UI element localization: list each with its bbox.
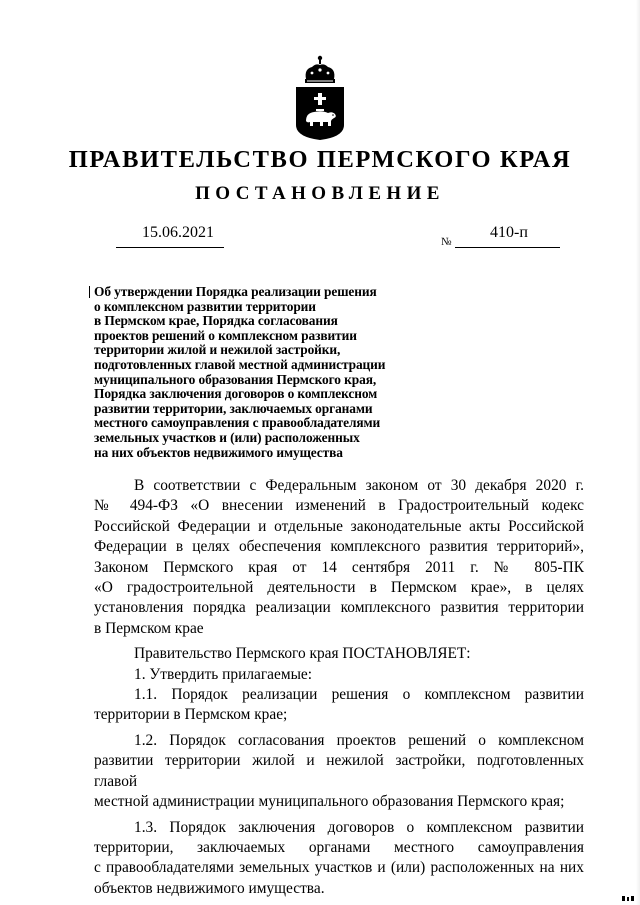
number-underline (455, 247, 560, 248)
government-title: ПРАВИТЕЛЬСТВО ПЕРМСКОГО КРАЯ (68, 146, 572, 173)
item-1-1-line: территории в Пермском крае; (94, 706, 288, 724)
scan-edge-shadow (636, 0, 640, 905)
item-1-3-line: территории, заключаемых органами местного самоуправления (94, 838, 584, 856)
preamble-line: «О градостроительной деятельности в Пермском крае», в целях (94, 579, 584, 597)
document-body (94, 476, 584, 899)
subject-bracket-mark (89, 286, 90, 298)
subject-line: Порядка заключения договоров о комплексном (94, 386, 378, 402)
item-1-2-line: развитии территории жилой и нежилой застройки, подготовленных главой (94, 752, 584, 790)
preamble-line: В соответствии с Федеральным законом от 30 декабря 2020 г. (134, 477, 584, 494)
item-1-1-line: 1.1. Порядок реализации решения о комплексном развитии (134, 686, 584, 704)
item-1-2-line: местной администрации муниципального образования Пермского края; (94, 793, 565, 811)
preamble-line: Российской Федерации и отдельные законодательные акты Российской (94, 517, 584, 535)
subject-line: в Пермском крае, Порядка согласования (94, 313, 338, 329)
subject-line: Об утверждении Порядка реализации решения (94, 284, 377, 299)
item-1: 1. Утвердить прилагаемые: (134, 665, 313, 683)
subject-line: территории жилой и нежилой застройки, (94, 342, 341, 358)
number-sign: № (441, 236, 452, 248)
preamble-line: Законом Пермского края от 14 сентября 2011 г. № 805-ПК (94, 558, 584, 576)
subject-line: местного самоуправления с правообладателями (94, 415, 381, 431)
subject-line: подготовленных главой местной администрации (94, 356, 386, 372)
preamble-line: № 494-ФЗ «О внесении изменений в Градостроительный кодекс (94, 497, 584, 515)
perm-krai-coat-of-arms-icon (292, 55, 348, 141)
document-number: 410-п (490, 224, 528, 241)
document-date: 15.06.2021 (142, 224, 214, 241)
preamble-line: установления порядка реализации комплексного развития территории (94, 599, 584, 617)
document-subject (94, 285, 439, 460)
preamble-line: Федерации в целях обеспечения комплексного развития территорий», (94, 538, 584, 556)
item-1-2-line: 1.2. Порядок согласования проектов решений о комплексном (134, 731, 584, 749)
preamble-line: в Пермском крае (94, 619, 204, 637)
item-1-3-line: объектов недвижимого имущества. (94, 879, 325, 897)
document-type: ПОСТАНОВЛЕНИЕ (195, 183, 445, 204)
resolves-line: Правительство Пермского края ПОСТАНОВЛЯЕТ: (134, 645, 471, 663)
subject-line: о комплексном развитии территории (94, 298, 316, 314)
date-underline (116, 247, 224, 248)
subject-line: проектов решений о комплексном развитии (94, 327, 357, 343)
subject-line: муниципального образования Пермского края, (94, 371, 377, 387)
item-1-3-line: 1.3. Порядок заключения договоров о комплексном развитии (134, 818, 584, 836)
subject-line: земельных участков и (или) расположенных (94, 429, 360, 445)
subject-line: на них объектов недвижимого имущества (94, 444, 343, 460)
scan-corner-mark (622, 896, 634, 901)
item-1-3-line: с правообладателями земельных участков и (или) расположенных на них (94, 859, 584, 877)
subject-line: развитии территории, заключаемых органами (94, 400, 373, 416)
